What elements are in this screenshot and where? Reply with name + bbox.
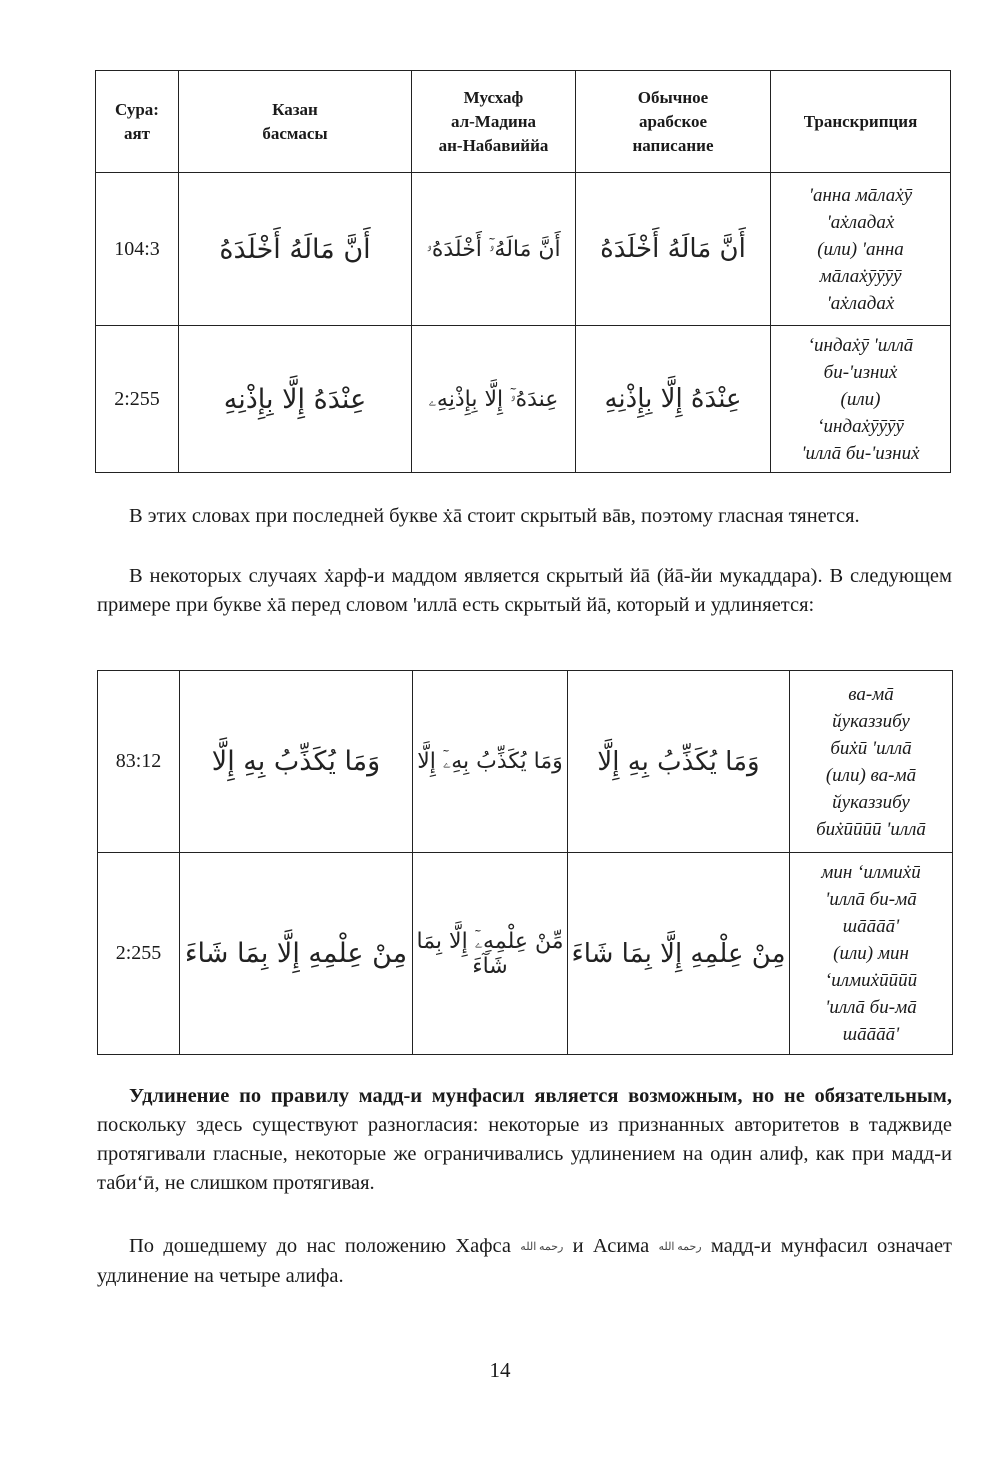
madina-arabic: أَنَّ مَالَهُۥٓ أَخْلَدَهُۥ bbox=[412, 173, 576, 326]
transliteration: мин ‘илмиẋӣ 'иллā би-мā шāāāā' (или) мин ‘илмиẋӣӣӣӣ 'иллā би-мā шāāāā' bbox=[790, 853, 953, 1055]
honorific-seal-icon: رحمه الله bbox=[520, 1240, 564, 1253]
transliteration: ва-мā йуказзибу биẋӣ 'иллā (или) ва-мā йуказзибу биẋӣӣӣӣ 'иллā bbox=[790, 671, 953, 853]
sura-ayah-ref: 83:12 bbox=[98, 671, 180, 853]
plain-arabic: وَمَا يُكَذِّبُ بِهِ إِلَّا bbox=[568, 671, 790, 853]
header-transcription: Транскрипция bbox=[771, 71, 951, 173]
plain-arabic: عِنْدَهُ إِلَّا بِإِذْنِهِ bbox=[576, 326, 771, 473]
table-row bbox=[96, 326, 951, 473]
transcription-table-2 bbox=[97, 670, 953, 1055]
paragraph-madd-munfasil: Удлинение по правилу мадд-и мунфасил является возможным, но не обязательным, поскольку здесь существуют разногласия: некоторые из признанных авторитетов в таджвиде протягивали гласные, некоторые же ограничивались удлинением на один алиф, как при мадд-и таби‘ӣ, не слишком протягивая. bbox=[97, 1085, 952, 1194]
header-mushaf: Мусхаф ал-Мадина ан-Набавиййа bbox=[412, 71, 576, 173]
paragraph-hidden-waw: В этих словах при последней букве ẋā стоит скрытый вāв, поэтому гласная тянется. bbox=[129, 505, 860, 527]
table-row bbox=[98, 671, 953, 853]
madina-arabic: عِندَهُۥٓ إِلَّا بِإِذْنِهِۦ bbox=[412, 326, 576, 473]
table-row bbox=[98, 853, 953, 1055]
paragraph-hafs-asim: По дошедшему до нас положению Хафса رحمه الله и Асима رحمه الله мадд-и мунфасил означает удлинение на четыре алифа. bbox=[97, 1232, 952, 1291]
paragraph-hidden-ya: В некоторых случаях ẋарф-и маддом является скрытый йā (йā-йи мукаддара). В следующем примере при букве ẋā перед словом 'иллā есть скрытый йā, который и удлиняется: bbox=[97, 565, 952, 616]
transcription-table-1 bbox=[95, 70, 951, 473]
table-header-row bbox=[96, 71, 951, 173]
page-number: 14 bbox=[489, 1358, 511, 1382]
sura-ayah-ref: 2:255 bbox=[98, 853, 180, 1055]
transliteration: 'анна мāлаẋӯ 'аẋладаẋ (или) 'анна мāлаẋӯӯӯӯ 'аẋладаẋ bbox=[771, 173, 951, 326]
plain-arabic: أَنَّ مَالَهُ أَخْلَدَهُ bbox=[576, 173, 771, 326]
kazan-arabic: أَنَّ مَالَهُ أَخْلَدَهُ bbox=[179, 173, 412, 326]
header-kazan: Казан басмасы bbox=[179, 71, 412, 173]
madina-arabic: مِّنْ عِلْمِهِۦٓ إِلَّا بِمَا شَآءَ bbox=[413, 853, 568, 1055]
honorific-seal-icon: رحمه الله bbox=[658, 1240, 702, 1253]
sura-ayah-ref: 104:3 bbox=[96, 173, 179, 326]
sura-ayah-ref: 2:255 bbox=[96, 326, 179, 473]
madina-arabic: وَمَا يُكَذِّبُ بِهِۦٓ إِلَّا bbox=[413, 671, 568, 853]
header-plain-arabic: Обычное арабское написание bbox=[576, 71, 771, 173]
kazan-arabic: وَمَا يُكَذِّبُ بِهِ إِلَّا bbox=[180, 671, 413, 853]
kazan-arabic: مِنْ عِلْمِهِ إِلَّا بِمَا شَاءَ bbox=[180, 853, 413, 1055]
kazan-arabic: عِنْدَهُ إِلَّا بِإِذْنِهِ bbox=[179, 326, 412, 473]
table-row bbox=[96, 173, 951, 326]
plain-arabic: مِنْ عِلْمِهِ إِلَّا بِمَا شَاءَ bbox=[568, 853, 790, 1055]
transliteration: ‘индаẋӯ 'иллā би-'изниẋ (или) ‘индаẋӯӯӯӯ 'иллā би-'изниẋ bbox=[771, 326, 951, 473]
bold-lead: Удлинение по правилу мадд-и мунфасил является возможным, но не обязательным, bbox=[129, 1085, 952, 1107]
header-sura-ayah: Сура: аят bbox=[96, 71, 179, 173]
